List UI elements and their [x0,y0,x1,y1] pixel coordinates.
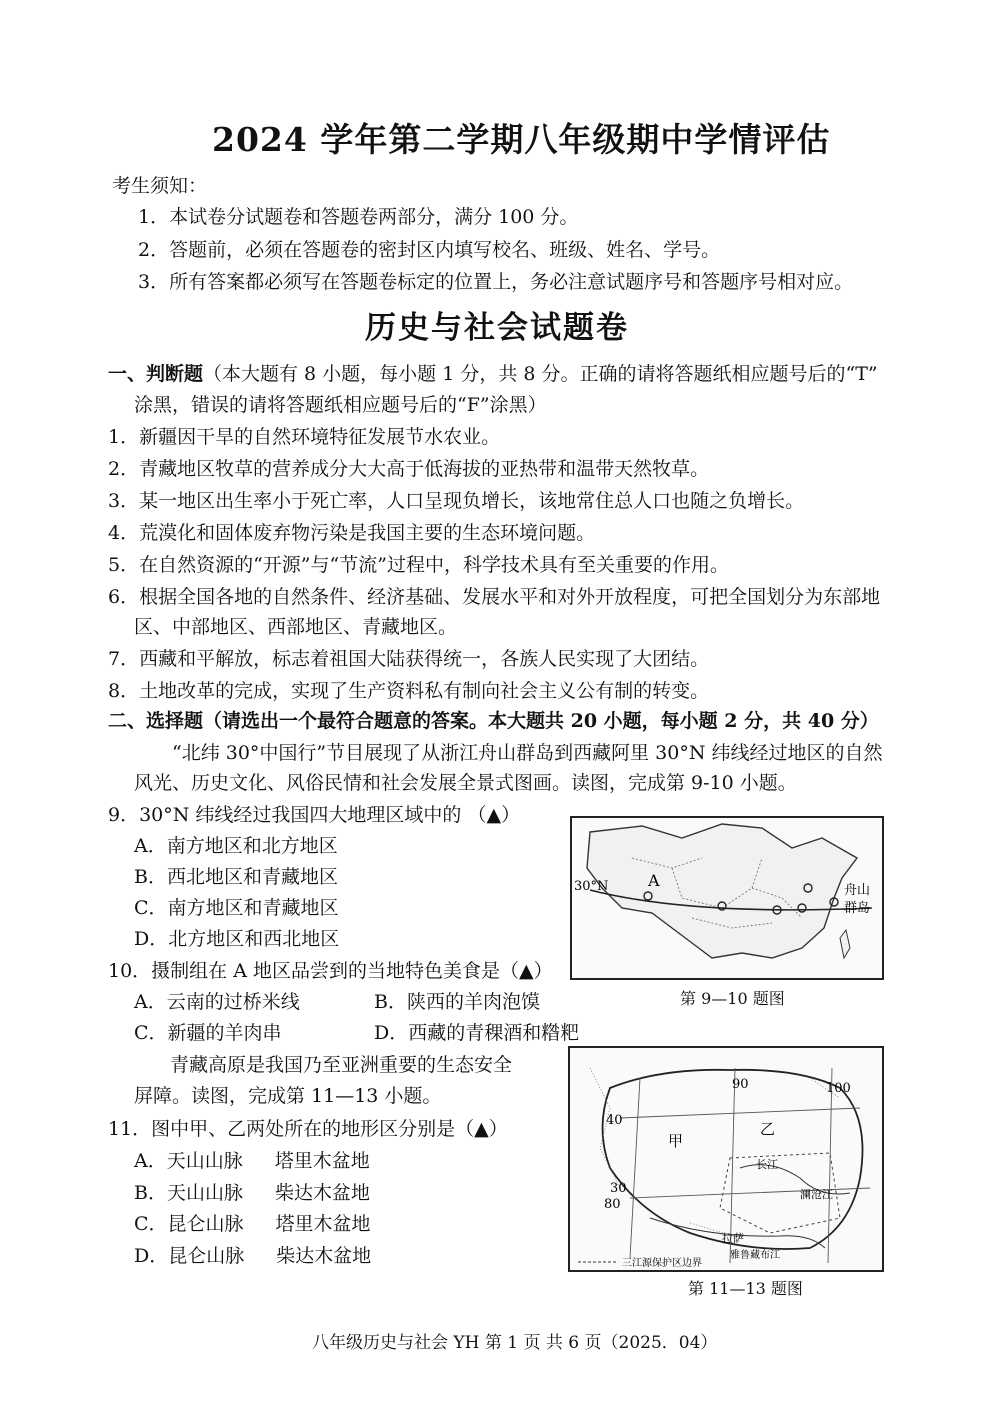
lat-40-label: 40 [606,1113,623,1128]
section1-heading-rest: （本大题有 8 小题，每小题 1 分，共 8 分。正确的请将答题纸相应题号后的“T” [203,363,878,385]
q10-option-b: B．陕西的羊肉泡馍 [374,991,540,1013]
q11-b-basin: 柴达木盆地 [274,1182,370,1204]
jia-label: 甲 [668,1132,684,1150]
q11-d-range: D．昆仑山脉 [134,1245,245,1267]
section1-heading-bold: 一、判断题 [108,363,204,385]
lon-100-label: 100 [826,1081,851,1096]
q10-option-a: A．云南的过桥米线 [134,991,300,1013]
lhasa-label: 拉萨 [722,1232,744,1245]
section1-heading [108,361,878,387]
figure-11-13-caption: 第 11—13 题图 [688,1279,803,1298]
intro-9-10-line1: “北纬 30°中国行”节目展现了从浙江舟山群岛到西藏阿里 30°N 纬线经过地区的自然 [172,742,883,764]
lat-30n-label: 30°N [574,879,609,894]
paper-subtitle: 历史与社会试题卷 [365,310,629,346]
tibet-map-svg [570,1048,882,1270]
zhoushan-label-1: 舟山 [844,883,871,898]
yi-label: 乙 [760,1120,776,1138]
china-map-svg [572,818,882,978]
legend-label: 三江源保护区边界 [622,1258,702,1269]
question-7: 7．西藏和平解放，标志着祖国大陆获得统一，各族人民实现了大团结。 [108,648,710,670]
question-1: 1．新疆因干旱的自然环境特征发展节水农业。 [108,426,501,448]
q11-c-range: C．昆仑山脉 [134,1213,244,1235]
q11-option-d [134,1243,371,1269]
graticule-lines [620,1068,870,1263]
question-3: 3．某一地区出生率小于死亡率，人口呈现负增长，该地常住总人口也随之负增长。 [108,490,805,512]
exam-title: 2024 学年第二学期八年级期中学情评估 [212,120,831,159]
q11-option-c [134,1211,371,1237]
taiwan-island [840,930,850,958]
question-9: 9．30°N 纬线经过我国四大地理区域中的 （▲） [108,804,521,826]
question-11: 11．图中甲、乙两处所在的地形区分别是（▲） [108,1118,508,1140]
notice-item-3: 3．所有答案都必须写在答题卷标定的位置上，务必注意试题序号和答题序号相对应。 [138,271,854,293]
intro-9-10-line2: 风光、历史文化、风俗民情和社会发展全景式图画。读图，完成第 9-10 小题。 [134,772,797,794]
zhoushan-label-2: 群岛 [844,901,871,916]
lat-30-label: 30 [610,1181,627,1196]
question-8: 8．土地改革的完成，实现了生产资料私有制向社会主义公有制的转变。 [108,680,710,702]
question-10: 10．摄制组在 A 地区品尝到的当地特色美食是（▲） [108,960,553,982]
q9-option-d: D．北方地区和西北地区 [134,928,340,950]
question-6-line2: 区、中部地区、西部地区、青藏地区。 [134,616,458,638]
yarlung-label: 雅鲁藏布江 [730,1250,780,1261]
yangtze-label: 长江 [756,1158,778,1171]
question-5: 5．在自然资源的“开源”与“节流”过程中，科学技术具有至关重要的作用。 [108,554,729,576]
q11-c-basin: 塔里木盆地 [275,1213,371,1235]
notice-heading: 考生须知： [112,175,208,197]
q11-a-basin: 塔里木盆地 [274,1150,370,1172]
q11-d-basin: 柴达木盆地 [276,1245,372,1267]
q11-b-range: B．天山山脉 [134,1182,243,1204]
page-footer: 八年级历史与社会 YH 第 1 页 共 6 页（2025．04） [312,1333,718,1353]
lon-80-label: 80 [604,1197,621,1212]
point-a-label: A [648,871,660,890]
notice-item-2: 2．答题前，必须在答题卷的密封区内填写校名、班级、姓名、学号。 [138,239,721,261]
question-2: 2．青藏地区牧草的营养成分大大高于低海拔的亚热带和温带天然牧草。 [108,458,710,480]
china-outline [587,824,857,958]
mekong-label: 澜沧江 [800,1188,833,1201]
q11-a-range: A．天山山脉 [134,1150,243,1172]
section1-heading-line2: 涂黑，错误的请将答题纸相应题号后的“F”涂黑） [134,394,547,416]
intro-11-13-line1: 青藏高原是我国乃至亚洲重要的生态安全 [170,1054,513,1076]
q10-option-d: D．西藏的青稞酒和糌粑 [374,1022,580,1044]
q11-option-a [134,1148,370,1174]
q9-option-c: C．南方地区和青藏地区 [134,897,339,919]
figure-9-10-caption: 第 9—10 题图 [680,989,785,1008]
q11-option-b [134,1180,370,1206]
intro-11-13-line2: 屏障。读图，完成第 11—13 小题。 [134,1085,442,1107]
question-4: 4．荒漠化和固体废弃物污染是我国主要的生态环境问题。 [108,522,596,544]
question-6: 6．根据全国各地的自然条件、经济基础、发展水平和对外开放程度，可把全国划分为东部地 [108,586,881,608]
q9-option-a: A．南方地区和北方地区 [134,835,338,857]
figure-tibet-map [568,1046,884,1272]
q10-option-c: C．新疆的羊肉串 [134,1022,282,1044]
figure-30n-map [570,816,884,980]
terrain-hatching [590,1068,840,1238]
lon-90-label: 90 [732,1077,749,1092]
q9-option-b: B．西北地区和青藏地区 [134,866,338,888]
section2-heading: 二、选择题（请选出一个最符合题意的答案。本大题共 20 小题，每小题 2 分，共 40 分） [108,710,879,732]
notice-item-1: 1．本试卷分试题卷和答题卷两部分，满分 100 分。 [138,206,579,228]
